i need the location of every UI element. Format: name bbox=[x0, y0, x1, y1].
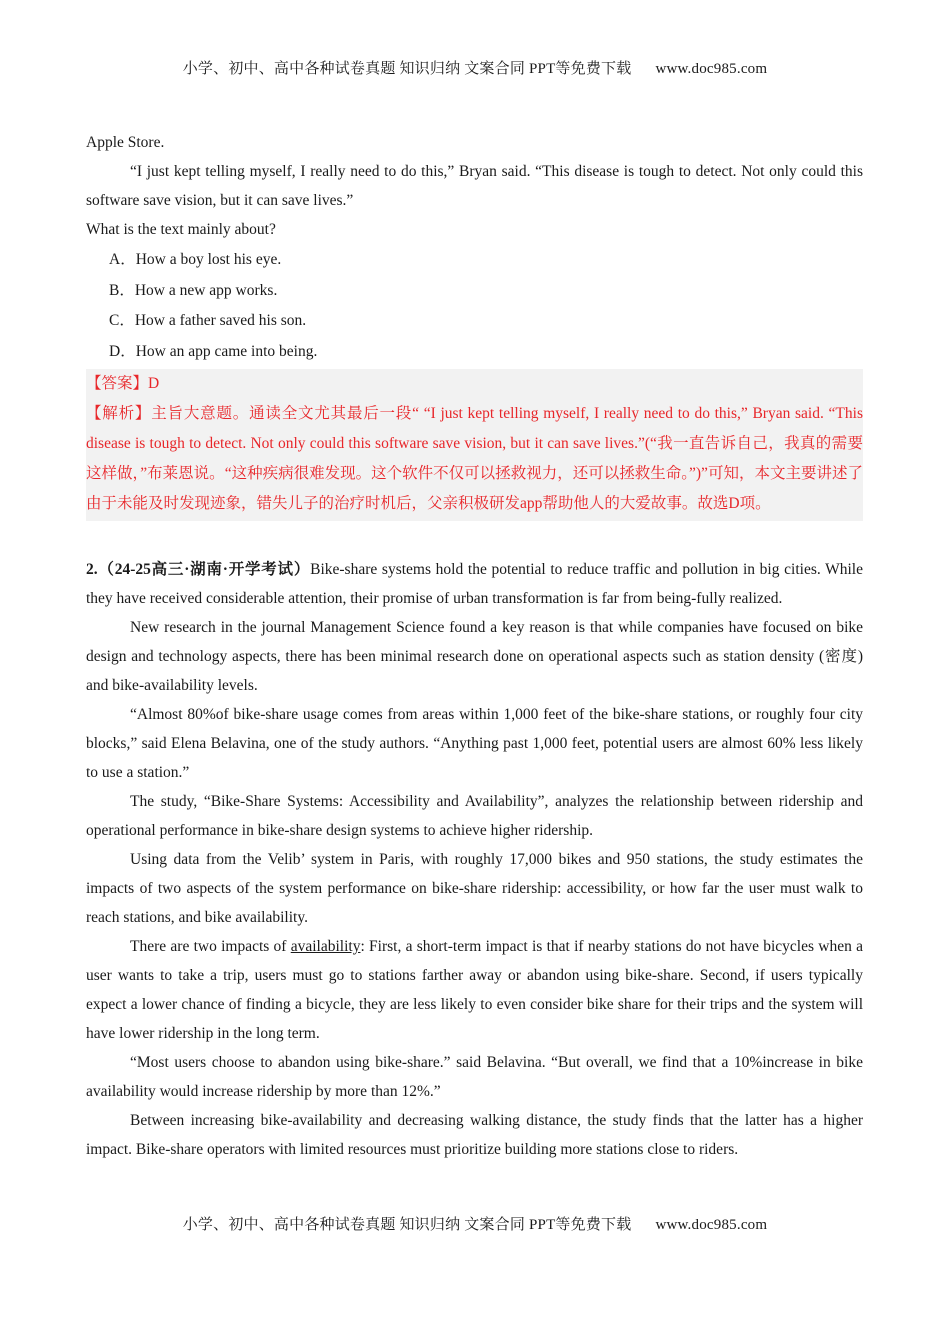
q2-paragraph-4: Using data from the Velib’ system in Paris, with roughly 17,000 bikes and 950 stations, the study estimates the impacts of two aspects of the system performance on bike-share ridership: accessibility, or how far the user must walk to reach stations, and bike availability. bbox=[86, 851, 863, 926]
q1-option-c: C．How a father saved his son. bbox=[109, 312, 307, 329]
q1-question: What is the text mainly about? bbox=[86, 221, 276, 238]
question-number: 2. bbox=[86, 561, 98, 578]
q2-intro-text: Bike-share systems hold the potential to reduce traffic and pollution in big cities. While they have received considerable attention, their promise of urban transformation is far from being-fully realized. bbox=[86, 561, 863, 607]
q1-option-a: A．How a boy lost his eye. bbox=[109, 251, 282, 268]
q2-paragraph-3: The study, “Bike-Share Systems: Accessibility and Availability”, analyzes the relationship between ridership and operational performance in bike-share design systems to achieve higher ridership. bbox=[86, 793, 863, 839]
analysis-text: 【解析】主旨大意题。通读全文尤其最后一段“ “I just kept telling myself, I really need to do this,” Bryan said. “This disease is tough to detect. Not only could this software save vision, but it can save lives.”(“我一直告诉自己，我真的需要这样做，”布莱恩说。“这种疾病很难发现。这个软件不仅可以拯救视力，还可以拯救生命。”)”可知，本文主要讲述了由于未能及时发现迹象，错失儿子的治疗时机后，父亲积极研发app帮助他人的大爱故事。故选D项。 bbox=[86, 405, 863, 512]
q1-option-b: B．How a new app works. bbox=[109, 281, 278, 299]
footer-url: www.doc985.com bbox=[655, 1217, 768, 1233]
question-source: （24-25高三·湖南·开学考试） bbox=[97, 561, 311, 578]
answer-line: 【答案】D bbox=[86, 375, 160, 392]
q2-paragraph-1: New research in the journal Management Science found a key reason is that while companies have focused on bike design and technology aspects, there has been minimal research done on operational aspects such as station density (密度) and bike-availability levels. bbox=[86, 619, 863, 694]
answer-box bbox=[86, 369, 863, 521]
q1-quote-paragraph: “I just kept telling myself, I really need to do this,” Bryan said. “This disease is tough to detect. Not only could this software save vision, but it can save lives.” bbox=[86, 163, 863, 209]
q1-option-d: D．How an app came into being. bbox=[109, 342, 318, 360]
p5-text-end: : First, a short-term impact is that if nearby stations do not have bicycles when a user wants to take a trip, users must go to stations farther away or abandon using bike-share. Second, if users typically expect a lower chance of finding a bicycle, they are less likely to even consider bike share for their trips and the system will have lower ridership in the long term. bbox=[86, 938, 863, 1042]
q2-paragraph-6: “Most users choose to abandon using bike-share.” said Belavina. “But overall, we find that a 10%increase in bike availability would increase ridership by more than 12%.” bbox=[86, 1054, 863, 1100]
underlined-word: availability bbox=[290, 938, 361, 955]
page-footer bbox=[0, 1213, 950, 1234]
q2-paragraph-2: “Almost 80%of bike-share usage comes from areas within 1,000 feet of the bike-share stations, or roughly four city blocks,” said Elena Belavina, one of the study authors. “Anything past 1,000 feet, potential users are almost 60% less likely to use a station.” bbox=[86, 706, 863, 781]
document-body bbox=[86, 128, 863, 1164]
q2-paragraph-7: Between increasing bike-availability and decreasing walking distance, the study finds that the latter has a higher impact. Bike-share operators with limited resources must prioritize building more stations close to riders. bbox=[86, 1112, 863, 1158]
p5-text-start: There are two impacts of bbox=[130, 938, 291, 955]
q2-intro-paragraph bbox=[86, 555, 863, 613]
header-url: www.doc985.com bbox=[655, 61, 768, 77]
header-text: 小学、初中、高中各种试卷真题 知识归纳 文案合同 PPT等免费下载 bbox=[182, 61, 632, 77]
page-header bbox=[0, 57, 950, 78]
q1-continued-line: Apple Store. bbox=[86, 134, 165, 151]
q2-paragraph-5 bbox=[86, 932, 863, 1048]
footer-text: 小学、初中、高中各种试卷真题 知识归纳 文案合同 PPT等免费下载 bbox=[182, 1217, 632, 1233]
